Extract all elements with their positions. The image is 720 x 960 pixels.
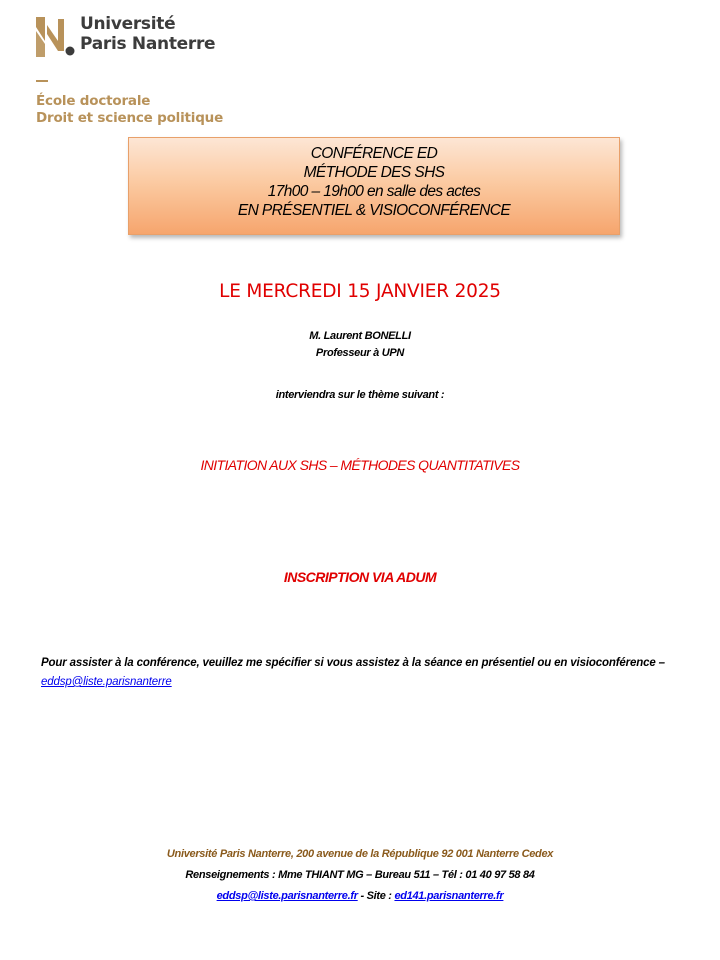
footer-site-separator: - Site :	[357, 890, 395, 902]
university-logo	[36, 14, 296, 124]
university-name-line2: Paris Nanterre	[80, 34, 216, 54]
university-name	[80, 14, 215, 54]
footer-site-link[interactable]: ed141.parisnanterre.fr	[394, 890, 504, 902]
footer-address: Université Paris Nanterre, 200 avenue de la République 92 001 Nanterre Cedex	[166, 848, 554, 860]
banner-line-2: MÉTHODE DES SHS	[303, 164, 445, 181]
theme-intro: interviendra sur le thème suivant :	[275, 389, 445, 401]
conference-theme: INITIATION AUX SHS – MÉTHODES QUANTITATIVES	[200, 457, 520, 473]
footer-links	[0, 886, 720, 907]
notice-email-link[interactable]: eddsp@liste.parisnanterre	[41, 676, 172, 688]
registration-note: INSCRIPTION VIA ADUM	[283, 569, 437, 585]
attendance-notice	[41, 654, 686, 692]
doctoral-school-name	[36, 93, 223, 127]
banner-line-4: EN PRÉSENTIEL & VISIOCONFÉRENCE	[237, 202, 511, 219]
attendance-notice-text: Pour assister à la conférence, veuillez me spécifier si vous assistez à la séance en présentiel ou en visioconférence –	[41, 657, 665, 669]
footer-contact-info: Renseignements : Mme THIANT MG – Bureau 511 – Tél : 01 40 97 58 84	[185, 869, 535, 881]
university-logo-icon	[36, 17, 76, 57]
banner-line-1: CONFÉRENCE ED	[310, 145, 438, 162]
speaker-title: Professeur à UPN	[315, 347, 405, 359]
university-name-line1: Université	[80, 14, 176, 34]
conference-banner	[128, 137, 620, 235]
event-date: LE MERCREDI 15 JANVIER 2025	[219, 281, 501, 302]
banner-line-3: 17h00 – 19h00 en salle des actes	[267, 183, 481, 200]
footer-email-link[interactable]: eddsp@liste.parisnanterre.fr	[216, 890, 358, 902]
doctoral-school-line1: École doctorale	[36, 93, 151, 109]
speaker-name: M. Laurent BONELLI	[309, 330, 411, 342]
doctoral-school-line2: Droit et science politique	[36, 110, 224, 126]
logo-divider	[36, 80, 48, 82]
